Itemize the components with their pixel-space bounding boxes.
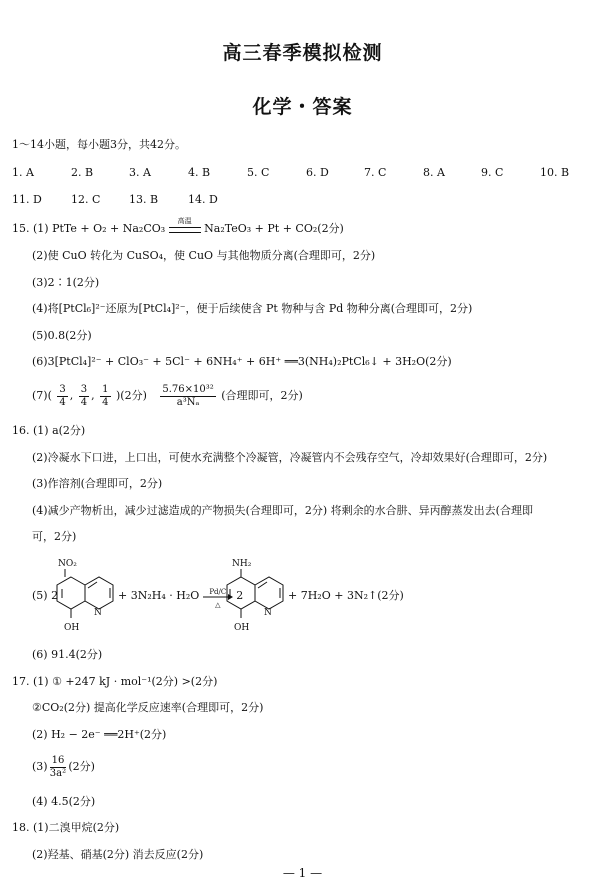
- amino-group-label: NH₂: [232, 559, 252, 569]
- q18-line-1: 18. (1)二溴甲烷(2分): [12, 821, 120, 834]
- q17-line-5: (4) 4.5(2分): [32, 795, 96, 808]
- page-title: 高三春季模拟检测: [222, 42, 383, 64]
- q15-line-2: (2)使 CuO 转化为 CuSO₄，使 CuO 与其他物质分离(合理即可，2分): [32, 249, 376, 262]
- coord-fraction: $\frac{1}{4}$: [102, 383, 109, 408]
- q16-reaction-reagent: + 3N₂H₄ · H₂O Pd/C △ 2: [118, 588, 244, 609]
- q16-reaction-products: + 7H₂O + 3N₂↑(2分): [288, 589, 404, 602]
- page-subtitle: 化学・答案: [252, 96, 353, 118]
- mc-answer: 6. D: [306, 166, 329, 179]
- mc-answer: 9. C: [481, 166, 504, 179]
- q15-line-7: (7)( $\frac{3}{4}$ , $\frac{3}{4}$ , $\frac{1}{4}$ )(2分) $\frac{\text{5.76×10³²}}{\text{a³Nₐ}}$ (合理即可，2分): [32, 383, 303, 408]
- q16-line-4: (4)减少产物析出，减少过滤造成的产物损失(合理即可，2分) 将剩余的水合肼、异丙醇蒸发出去(合理即: [32, 504, 533, 517]
- q16-line-6: (6) 91.4(2分): [32, 648, 103, 661]
- q15-line-1: 15. (1) PtTe + O₂ + Na₂CO₃ 高温 Na₂TeO₃ + Pt + CO₂(2分): [12, 217, 344, 235]
- q15-line-6: (6)3[PtCl₄]²⁻ + ClO₃⁻ + 5Cl⁻ + 6NH₄⁺ + 6H⁺ ══3(NH₄)₂PtCl₆↓ + 3H₂O(2分): [32, 355, 452, 368]
- hydroxyl-label: OH: [64, 623, 80, 633]
- mc-answer: 7. C: [364, 166, 387, 179]
- reaction-arrow: Pd/C △: [203, 589, 233, 603]
- q17-line-3: (2) H₂ − 2e⁻ ══2H⁺(2分): [32, 728, 167, 741]
- ring-nitrogen-label: N: [94, 608, 102, 618]
- q15-line-4: (4)将[PtCl₆]²⁻还原为[PtCl₄]²⁻，便于后续使含 Pt 物种与含 Pd 物种分离(合理即可，2分): [32, 302, 473, 315]
- mc-answer: 3. A: [129, 166, 151, 179]
- answer-fraction: $\frac{16}{\text{3a²}}$: [49, 754, 67, 779]
- mc-answer: 13. B: [129, 193, 159, 206]
- q15-line-3: (3)2∶1(2分): [32, 276, 100, 289]
- coord-fraction: $\frac{3}{4}$: [80, 383, 88, 408]
- q16-line-2: (2)冷凝水下口进，上口出，可使水充满整个冷凝管，冷凝管内不会残存空气，冷却效果好(合理即可，2分): [32, 451, 548, 464]
- hydroxyl-label: OH: [234, 623, 250, 633]
- mc-answer: 11. D: [12, 193, 42, 206]
- density-fraction: $\frac{\text{5.76×10³²}}{\text{a³Nₐ}}$: [162, 383, 214, 408]
- q18-line-2: (2)羟基、硝基(2分) 消去反应(2分): [32, 848, 204, 861]
- mc-answer: 12. C: [71, 193, 101, 206]
- page-number: — 1 —: [282, 866, 323, 880]
- mc-answer: 5. C: [247, 166, 270, 179]
- q16-line-1: 16. (1) a(2分): [12, 424, 86, 437]
- coord-fraction: $\frac{3}{4}$: [59, 383, 66, 408]
- mc-answer: 2. B: [71, 166, 94, 179]
- mc-answer: 14. D: [188, 193, 218, 206]
- nitro-group-label: NO₂: [58, 559, 77, 569]
- mc-answer: 8. A: [423, 166, 445, 179]
- q17-line-4: (3) $\frac{16}{\text{3a²}}$ (2分): [32, 754, 95, 779]
- q15-line-5: (5)0.8(2分): [32, 329, 92, 342]
- mc-answer: 4. B: [188, 166, 211, 179]
- reaction-condition-equals: 高温: [169, 225, 201, 233]
- ring-nitrogen-label: N: [264, 608, 272, 618]
- q16-line-4b: 可，2分): [32, 530, 77, 543]
- q16-line-3: (3)作溶剂(合理即可，2分): [32, 477, 163, 490]
- q17-line-2: ②CO₂(2分) 提高化学反应速率(合理即可，2分): [32, 701, 264, 714]
- mc-answer: 10. B: [540, 166, 570, 179]
- q16-reaction-prefix: (5) 2: [32, 589, 59, 602]
- mc-instructions: 1～14小题，每小题3分，共42分。: [12, 138, 186, 151]
- q17-line-1: 17. (1) ① +247 kJ · mol⁻¹(2分) >(2分): [12, 675, 218, 688]
- mc-answer: 1. A: [12, 166, 34, 179]
